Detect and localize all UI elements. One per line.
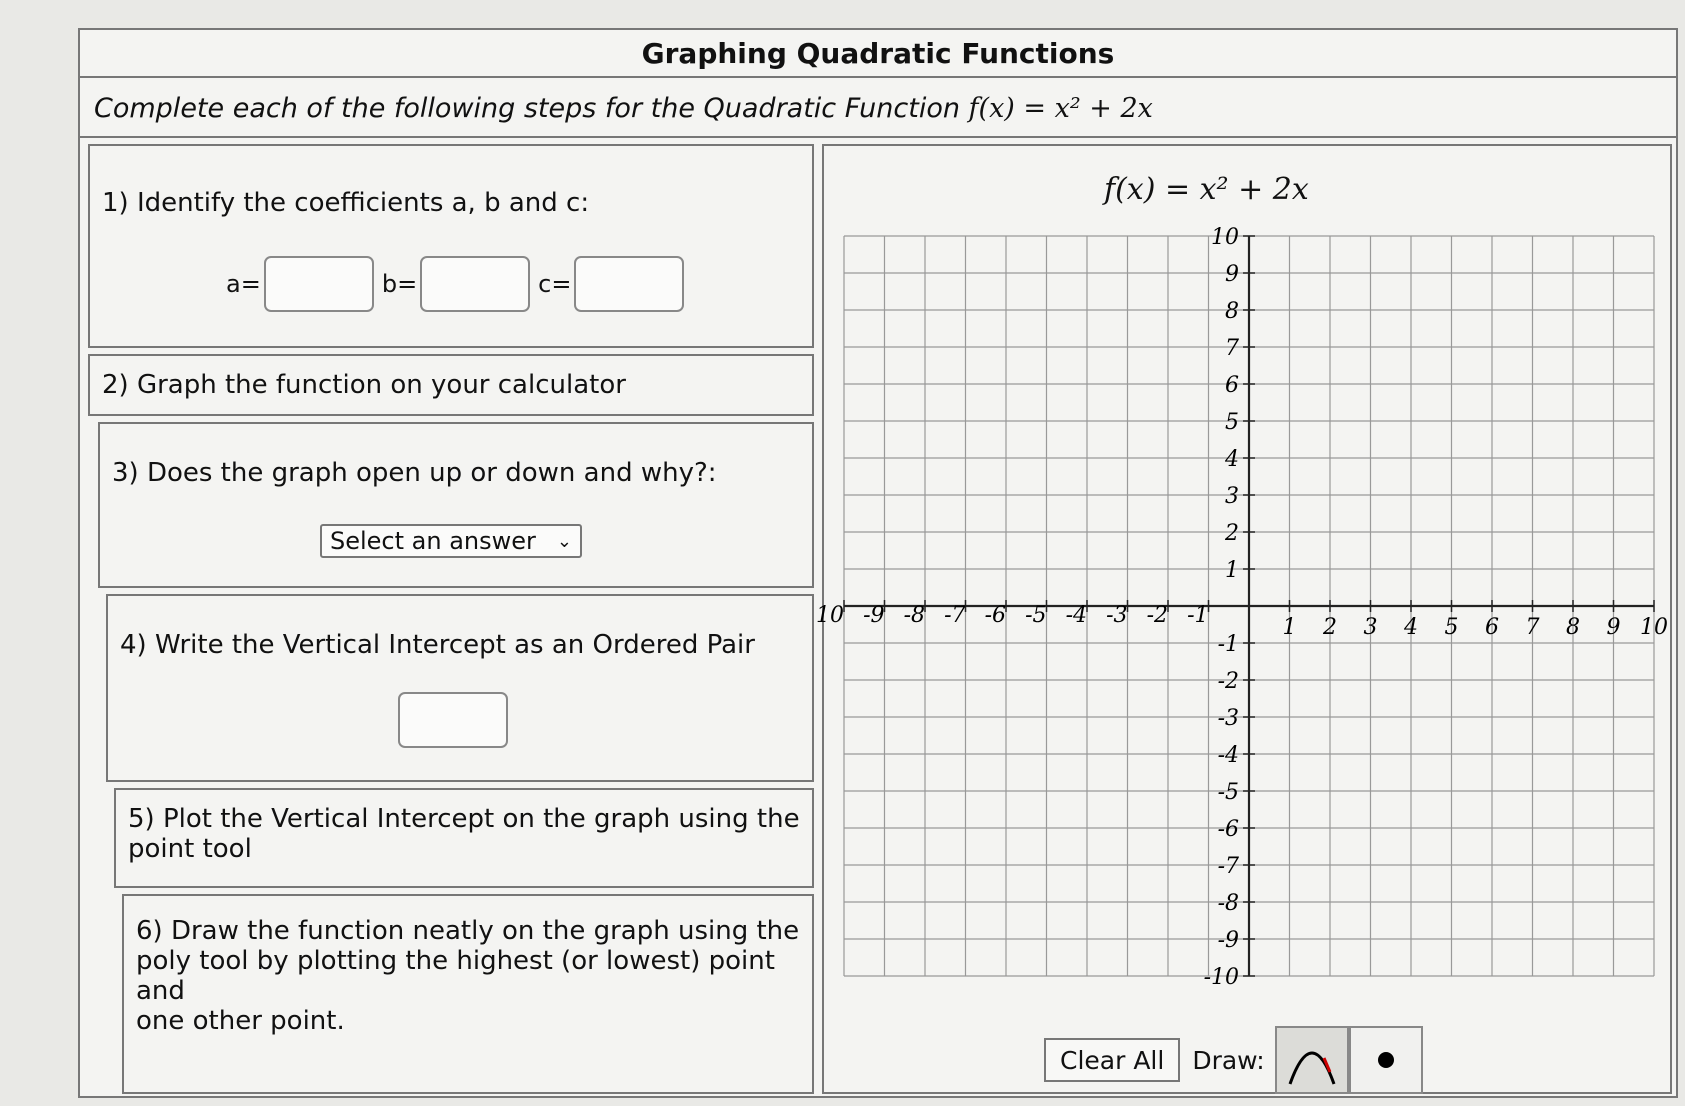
x-tick-label: -3 bbox=[1106, 603, 1128, 628]
x-tick-label: 10 bbox=[816, 603, 844, 628]
y-tick-label: 8 bbox=[1225, 299, 1239, 324]
point-icon bbox=[1371, 1045, 1401, 1075]
x-tick-label: -6 bbox=[984, 603, 1006, 628]
x-tick-label: 2 bbox=[1323, 615, 1337, 640]
x-tick-label: -2 bbox=[1146, 603, 1168, 628]
y-tick-label: 9 bbox=[1225, 262, 1239, 287]
y-tick-label: -2 bbox=[1217, 669, 1239, 694]
x-tick-label: 10 bbox=[1640, 615, 1668, 640]
x-tick-label: -7 bbox=[944, 603, 966, 628]
y-tick-label: 10 bbox=[1211, 225, 1239, 250]
x-tick-label: -1 bbox=[1187, 603, 1209, 628]
parabola-icon bbox=[1282, 1032, 1342, 1088]
y-tick-label: 7 bbox=[1225, 336, 1239, 361]
y-tick-label: 1 bbox=[1225, 558, 1239, 583]
chevron-down-icon: ⌄ bbox=[556, 530, 572, 552]
x-tick-label: -5 bbox=[1025, 603, 1047, 628]
step-6-line-3: one other point. bbox=[136, 1006, 345, 1036]
c-label: c= bbox=[538, 270, 572, 298]
y-tick-label: 3 bbox=[1225, 484, 1239, 509]
step-5-label bbox=[128, 804, 800, 864]
step-5-line-1: 5) Plot the Vertical Intercept on the graph using the bbox=[128, 804, 800, 834]
graph-title: f(x) = x² + 2x bbox=[1104, 172, 1309, 207]
step-6-panel bbox=[122, 894, 814, 1094]
point-tool-button[interactable] bbox=[1349, 1026, 1423, 1094]
step-2-label: 2) Graph the function on your calculator bbox=[102, 370, 626, 400]
a-label: a= bbox=[226, 270, 261, 298]
y-tick-label: -9 bbox=[1217, 928, 1239, 953]
select-value: Select an answer bbox=[330, 527, 536, 555]
step-3-label: 3) Does the graph open up or down and why?: bbox=[112, 458, 717, 488]
step-6-line-1: 6) Draw the function neatly on the graph using the bbox=[136, 916, 800, 946]
clear-all-button[interactable]: Clear All bbox=[1044, 1038, 1180, 1082]
y-tick-label: 6 bbox=[1225, 373, 1239, 398]
coordinate-grid[interactable] bbox=[816, 216, 1670, 996]
graph-toolbar bbox=[1044, 1026, 1423, 1094]
y-tick-label: -10 bbox=[1203, 965, 1239, 990]
draw-label: Draw: bbox=[1192, 1045, 1265, 1075]
steps-column bbox=[88, 144, 814, 1094]
y-tick-label: -7 bbox=[1217, 854, 1239, 879]
intro-text bbox=[80, 80, 1676, 138]
intro-sentence: Complete each of the following steps for the Quadratic Function bbox=[94, 92, 960, 124]
x-tick-label: 3 bbox=[1363, 615, 1378, 640]
b-input[interactable] bbox=[420, 256, 530, 312]
step-5-line-2: point tool bbox=[128, 834, 252, 864]
x-tick-label: 4 bbox=[1404, 615, 1418, 640]
c-input[interactable] bbox=[574, 256, 684, 312]
x-tick-label: 1 bbox=[1282, 615, 1297, 640]
y-tick-label: -8 bbox=[1217, 891, 1239, 916]
step-1-panel bbox=[88, 144, 814, 348]
step-6-label bbox=[136, 916, 812, 1036]
a-input[interactable] bbox=[264, 256, 374, 312]
x-tick-label: 7 bbox=[1525, 615, 1540, 640]
x-tick-label: 6 bbox=[1485, 615, 1499, 640]
vertical-intercept-input[interactable] bbox=[398, 692, 508, 748]
intro-function: f(x) = x² + 2x bbox=[968, 92, 1153, 124]
page-title: Graphing Quadratic Functions bbox=[80, 30, 1676, 78]
x-tick-label: 9 bbox=[1606, 615, 1621, 640]
assignment-page bbox=[78, 28, 1678, 1098]
y-tick-label: -5 bbox=[1217, 780, 1239, 805]
b-label: b= bbox=[381, 270, 418, 298]
step-6-line-2: poly tool by plotting the highest (or lowest) point and bbox=[136, 946, 775, 1006]
step-3-panel bbox=[98, 422, 814, 588]
y-tick-label: -6 bbox=[1217, 817, 1239, 842]
parabola-tool-button[interactable] bbox=[1275, 1026, 1349, 1094]
step-1-label: 1) Identify the coefficients a, b and c: bbox=[102, 188, 590, 218]
step-4-label: 4) Write the Vertical Intercept as an Ordered Pair bbox=[120, 630, 755, 660]
step-2-panel bbox=[88, 354, 814, 416]
step-5-panel bbox=[114, 788, 814, 888]
y-tick-label: -3 bbox=[1217, 706, 1239, 731]
step-4-panel bbox=[106, 594, 814, 782]
y-tick-label: 5 bbox=[1225, 410, 1239, 435]
y-tick-label: 2 bbox=[1225, 521, 1239, 546]
y-tick-label: -1 bbox=[1217, 632, 1239, 657]
x-tick-label: 5 bbox=[1444, 615, 1459, 640]
x-tick-label: -9 bbox=[863, 603, 885, 628]
x-tick-label: -4 bbox=[1065, 603, 1087, 628]
y-tick-label: -4 bbox=[1217, 743, 1239, 768]
x-tick-label: 8 bbox=[1566, 615, 1580, 640]
y-tick-label: 4 bbox=[1225, 447, 1239, 472]
coefficient-inputs bbox=[226, 256, 692, 312]
graph-panel bbox=[816, 144, 1672, 1094]
open-direction-select[interactable] bbox=[320, 524, 582, 558]
x-tick-label: -8 bbox=[903, 603, 925, 628]
